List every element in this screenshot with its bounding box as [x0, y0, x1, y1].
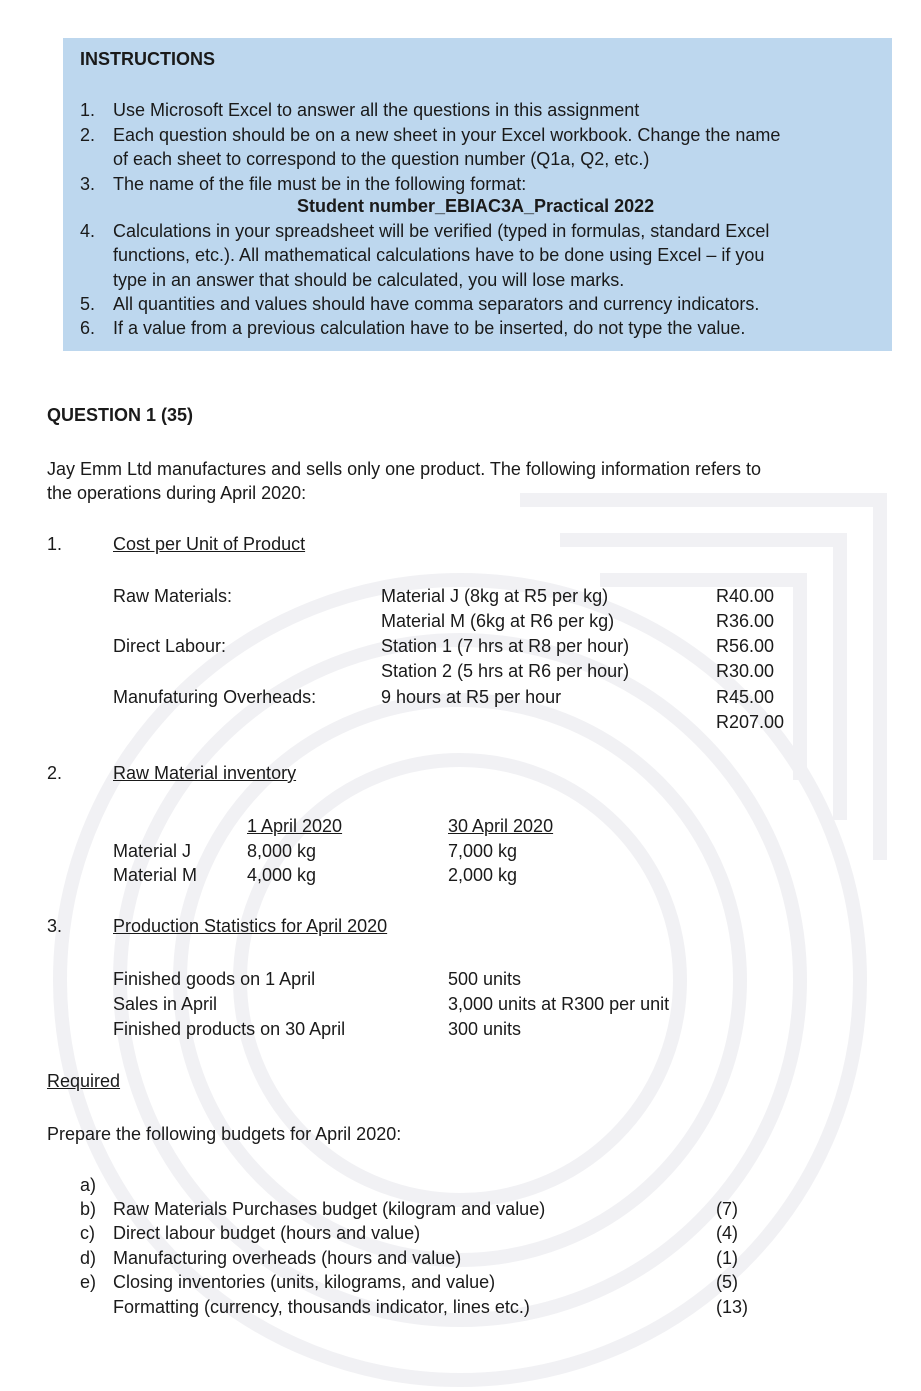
instruction-text: type in an answer that should be calculated, you will lose marks.: [113, 270, 625, 290]
section-number: 2.: [47, 763, 63, 783]
cost-value: R56.00: [716, 636, 775, 656]
instruction-number: 2.: [80, 125, 96, 145]
cost-value: R30.00: [716, 661, 775, 681]
instruction-text: of each sheet to correspond to the question number (Q1a, Q2, etc.): [113, 149, 650, 169]
instruction-text: All quantities and values should have comma separators and currency indicators.: [113, 294, 760, 314]
question-intro: Jay Emm Ltd manufactures and sells only one product. The following information refers to: [47, 459, 762, 479]
stat-label: Finished products on 30 April: [113, 1019, 346, 1039]
budget-marks: (7): [716, 1199, 738, 1219]
stat-label: Finished goods on 1 April: [113, 969, 316, 989]
instruction-number: 3.: [80, 174, 96, 194]
section-number: 1.: [47, 534, 63, 554]
filename-format: Student number_EBIAC3A_Practical 2022: [297, 196, 655, 216]
cost-label: Raw Materials:: [113, 586, 233, 606]
stat-label: Sales in April: [113, 994, 218, 1014]
budget-item: Manufacturing overheads (hours and value): [113, 1248, 462, 1268]
formatting-item: Formatting (currency, thousands indicator, lines etc.): [113, 1297, 530, 1317]
section-number: 3.: [47, 916, 63, 936]
budget-letter: e): [80, 1272, 97, 1292]
section-heading: Cost per Unit of Product: [113, 534, 306, 554]
instruction-number: 1.: [80, 100, 96, 120]
budget-item: Direct labour budget (hours and value): [113, 1223, 421, 1243]
cost-description: Material M (6kg at R6 per kg): [381, 611, 615, 631]
instruction-number: 6.: [80, 318, 96, 338]
instruction-number: 4.: [80, 221, 96, 241]
cost-description: Station 2 (5 hrs at R6 per hour): [381, 661, 630, 681]
inventory-closing: 7,000 kg: [448, 841, 518, 861]
cost-total: R207.00: [716, 712, 785, 732]
instruction-text: Use Microsoft Excel to answer all the questions in this assignment: [113, 100, 640, 120]
inventory-material: Material J: [113, 841, 192, 861]
stat-value: 300 units: [448, 1019, 522, 1039]
instruction-text: The name of the file must be in the following format:: [113, 174, 527, 194]
budget-item: Closing inventories (units, kilograms, and value): [113, 1272, 496, 1292]
inventory-opening: 8,000 kg: [247, 841, 317, 861]
instructions-title: INSTRUCTIONS: [80, 49, 215, 69]
budget-letter: a): [80, 1175, 97, 1195]
stat-value: 500 units: [448, 969, 522, 989]
budget-item: Raw Materials Purchases budget (kilogram and value): [113, 1199, 546, 1219]
cost-label: Manufaturing Overheads:: [113, 687, 317, 707]
budget-marks: (4): [716, 1223, 738, 1243]
cost-value: R45.00: [716, 687, 775, 707]
question-title: QUESTION 1 (35): [47, 405, 194, 425]
budget-marks: (1): [716, 1248, 738, 1268]
inventory-opening: 4,000 kg: [247, 865, 317, 885]
stat-value: 3,000 units at R300 per unit: [448, 994, 670, 1014]
instruction-text: Each question should be on a new sheet in your Excel workbook. Change the name: [113, 125, 781, 145]
column-header: 30 April 2020: [448, 816, 554, 836]
instruction-text: functions, etc.). All mathematical calculations have to be done using Excel – if you: [113, 245, 765, 265]
required-heading: Required: [47, 1071, 121, 1091]
required-prepare: Prepare the following budgets for April 2020:: [47, 1124, 402, 1144]
formatting-marks: (13): [716, 1297, 749, 1317]
instruction-number: 5.: [80, 294, 96, 314]
instruction-text: Calculations in your spreadsheet will be verified (typed in formulas, standard Excel: [113, 221, 770, 241]
budget-marks: (5): [716, 1272, 738, 1292]
column-header: 1 April 2020: [247, 816, 343, 836]
budget-letter: c): [80, 1223, 95, 1243]
section-heading: Raw Material inventory: [113, 763, 297, 783]
cost-value: R40.00: [716, 586, 775, 606]
inventory-material: Material M: [113, 865, 198, 885]
section-heading: Production Statistics for April 2020: [113, 916, 388, 936]
instruction-text: If a value from a previous calculation have to be inserted, do not type the value.: [113, 318, 746, 338]
cost-value: R36.00: [716, 611, 775, 631]
cost-description: Station 1 (7 hrs at R8 per hour): [381, 636, 630, 656]
cost-description: Material J (8kg at R5 per kg): [381, 586, 609, 606]
budget-letter: b): [80, 1199, 97, 1219]
cost-description: 9 hours at R5 per hour: [381, 687, 562, 707]
inventory-closing: 2,000 kg: [448, 865, 518, 885]
question-intro: the operations during April 2020:: [47, 483, 307, 503]
budget-letter: d): [80, 1248, 97, 1268]
cost-label: Direct Labour:: [113, 636, 227, 656]
